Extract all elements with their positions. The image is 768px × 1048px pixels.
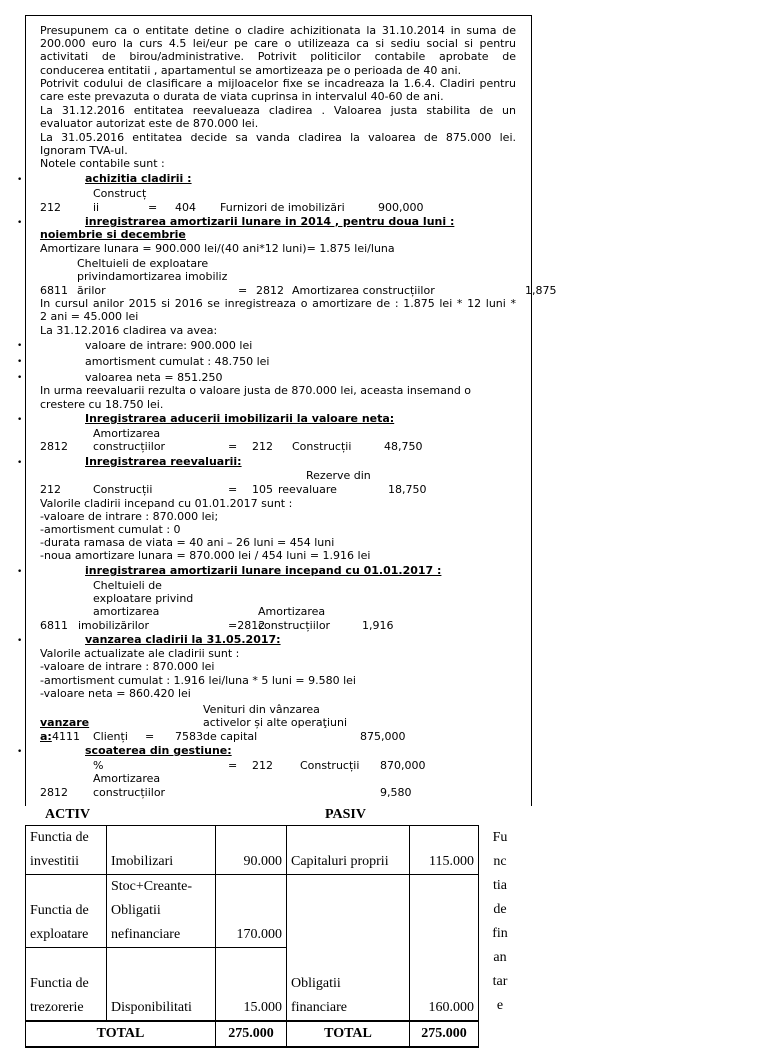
entry-debit-account: 6811 bbox=[40, 619, 68, 632]
entry-equals: = bbox=[145, 730, 155, 743]
text-line: -noua amortizare lunara = 870.000 lei / 454 luni = 1.916 lei bbox=[40, 549, 371, 562]
section-heading: achizitia cladirii : bbox=[85, 172, 192, 185]
bullet-icon: • bbox=[17, 357, 23, 367]
entry-equals: = bbox=[148, 201, 158, 214]
pasiv-heading: PASIV bbox=[325, 807, 366, 822]
entry-debit-label: % bbox=[93, 759, 104, 772]
entry-credit-label: Amortizarea bbox=[258, 605, 326, 618]
entry-credit-label: Amortizarea construcțiilor bbox=[292, 284, 435, 297]
entry-label: a: bbox=[40, 730, 52, 743]
text-line: In cursul anilor 2015 si 2016 se inregistreaza o amortizare de : 1.875 lei * 12 luni * bbox=[40, 297, 516, 310]
entry-debit-account: 2812 bbox=[40, 786, 68, 799]
section-heading: Inregistrarea reevaluarii: bbox=[85, 455, 242, 468]
entry-debit-label: ărilor bbox=[77, 284, 106, 297]
entry-equals: = bbox=[228, 759, 238, 772]
entry-debit-label: ii bbox=[93, 201, 100, 214]
table-cell: Functia de trezorerie bbox=[26, 948, 107, 1022]
text-line: Valorile cladirii incepand cu 01.01.2017 sunt : bbox=[40, 497, 293, 510]
entry-debit-label: Cheltuieli de exploatare bbox=[77, 257, 209, 270]
entry-amount: 875,000 bbox=[360, 730, 406, 743]
bullet-icon: • bbox=[17, 747, 23, 757]
intro-line: Potrivit codului de clasificare a mijloacelor fixe se incadreaza la 1.6.4. Cladiri pentru bbox=[40, 77, 516, 90]
intro-line: care este prevazuta o durata de viata cuprinsa in intervalul 40-60 de ani. bbox=[40, 90, 444, 103]
entry-credit-label: Construcții bbox=[292, 440, 352, 453]
text-line: -valoare de intrare : 870.000 lei; bbox=[40, 510, 219, 523]
text-line: -valoare de intrare : 870.000 lei bbox=[40, 660, 215, 673]
bullet-icon: • bbox=[17, 415, 23, 425]
entry-amount: 870,000 bbox=[380, 759, 426, 772]
table-cell: 275.000 bbox=[216, 1021, 287, 1047]
text-line: In urma reevaluarii rezulta o valoare justa de 870.000 lei, aceasta insemand o bbox=[40, 384, 472, 397]
entry-credit-label: Construcții bbox=[300, 759, 360, 772]
bullet-icon: • bbox=[17, 636, 23, 646]
table-cell: 170.000 bbox=[216, 875, 287, 948]
table-cell: Functia de investitii bbox=[26, 826, 107, 875]
entry-credit-label: activelor și alte operaţiuni bbox=[203, 716, 348, 729]
text-line: 2 ani = 45.000 lei bbox=[40, 310, 139, 323]
bullet-icon: • bbox=[17, 567, 23, 577]
table-cell: Imobilizari bbox=[107, 826, 216, 875]
section-heading: scoaterea din gestiune: bbox=[85, 744, 232, 757]
bullet-icon: • bbox=[17, 218, 23, 228]
entry-debit-label: Construcții bbox=[93, 483, 153, 496]
entry-debit-account: 2812 bbox=[40, 440, 68, 453]
entry-amount: 48,750 bbox=[384, 440, 423, 453]
intro-line: 200.000 euro la curs 4.5 lei/eur pe care o utilizeaza ca si sediu social si pentru bbox=[40, 37, 516, 50]
entry-credit-account: 2812 bbox=[256, 284, 284, 297]
text-line: -amortisment cumulat : 0 bbox=[40, 523, 181, 536]
table-cell: 115.000 bbox=[410, 826, 479, 875]
table-cell: 275.000 bbox=[410, 1021, 479, 1047]
table-row bbox=[26, 1021, 479, 1047]
entry-debit-account: 4111 bbox=[52, 730, 80, 743]
intro-line: Ignoram TVA-ul. bbox=[40, 144, 128, 157]
table-cell: TOTAL bbox=[26, 1021, 216, 1047]
entry-debit-label: construcțiilor bbox=[93, 786, 166, 799]
text-line: -durata ramasa de viata = 40 ani – 26 luni = 454 luni bbox=[40, 536, 335, 549]
entry-amount: 900,000 bbox=[378, 201, 424, 214]
entry-debit-label: amortizarea bbox=[93, 605, 160, 618]
table-row bbox=[26, 875, 479, 948]
table-cell: Stoc+Creante- Obligatii nefinanciare bbox=[107, 875, 216, 948]
table-cell: 90.000 bbox=[216, 826, 287, 875]
table-cell: 160.000 bbox=[410, 875, 479, 1022]
table-cell: Obligatii financiare bbox=[287, 875, 410, 1022]
entry-equals: = bbox=[228, 483, 238, 496]
entry-amount: 18,750 bbox=[388, 483, 427, 496]
entry-amount: 1,875 bbox=[525, 284, 557, 297]
intro-line: evaluator autorizat este de 870.000 lei. bbox=[40, 117, 259, 130]
entry-credit-account: 212 bbox=[252, 440, 273, 453]
list-item: valoare de intrare: 900.000 lei bbox=[85, 339, 253, 352]
intro-line: conducerea entitatii , apartamentul se amortizeaza pe o perioada de 40 ani. bbox=[40, 64, 462, 77]
side-label: Fu nc tia de fin an tar e bbox=[492, 830, 508, 1013]
text-line: -valoare neta = 860.420 lei bbox=[40, 687, 191, 700]
intro-line: activitati de birou/administrative. Potrivit politicilor contabile aprobate de bbox=[40, 50, 516, 63]
bullet-icon: • bbox=[17, 458, 23, 468]
table-row bbox=[26, 826, 479, 875]
balance-table bbox=[25, 825, 479, 1048]
section-heading: Inregistrarea aducerii imobilizarii la valoare neta: bbox=[85, 412, 395, 425]
intro-line: Presupunem ca o entitate detine o cladire achizitionata la 31.10.2014 in suma de bbox=[40, 24, 516, 37]
entry-equals: = bbox=[228, 440, 238, 453]
text-line: crestere cu 18.750 lei. bbox=[40, 398, 164, 411]
entry-amount: 1,916 bbox=[362, 619, 394, 632]
intro-line: Notele contabile sunt : bbox=[40, 157, 165, 170]
section-heading: vanzarea cladirii la 31.05.2017: bbox=[85, 633, 281, 646]
table-cell: 15.000 bbox=[216, 948, 287, 1022]
activ-heading: ACTIV bbox=[45, 807, 91, 822]
entry-debit-label: Cheltuieli de bbox=[93, 579, 162, 592]
entry-debit-label: Amortizarea bbox=[93, 772, 161, 785]
table-cell: Disponibilitati bbox=[107, 948, 216, 1022]
entry-debit-label: exploatare privind bbox=[93, 592, 194, 605]
entry-amount: 9,580 bbox=[380, 786, 412, 799]
text-line: Valorile actualizate ale cladirii sunt : bbox=[40, 647, 240, 660]
entry-debit-label: construcțiilor bbox=[93, 440, 166, 453]
section-heading: noiembrie si decembrie bbox=[40, 228, 186, 241]
entry-credit-account: 212 bbox=[252, 759, 273, 772]
table-cell: TOTAL bbox=[287, 1021, 410, 1047]
entry-credit-account: 7583 bbox=[175, 730, 203, 743]
entry-debit-label: privindamortizarea imobiliz bbox=[77, 270, 228, 283]
table-cell: Capitaluri proprii bbox=[287, 826, 410, 875]
bullet-icon: • bbox=[17, 373, 23, 383]
entry-credit-label: Rezerve din bbox=[306, 469, 371, 482]
entry-debit-label: Amortizarea bbox=[93, 427, 161, 440]
section-heading: inregistrarea amortizarii lunare incepand cu 01.01.2017 : bbox=[85, 564, 442, 577]
entry-credit-label: reevaluare bbox=[278, 483, 337, 496]
entry-credit-label: Furnizori de imobilizări bbox=[220, 201, 345, 214]
text-line: Amortizare lunara = 900.000 lei/(40 ani*12 luni)= 1.875 lei/luna bbox=[40, 242, 395, 255]
entry-credit-label: Venituri din vânzarea bbox=[203, 703, 320, 716]
entry-debit-account: 212 bbox=[40, 201, 61, 214]
bullet-icon: • bbox=[17, 175, 23, 185]
list-item: valoarea neta = 851.250 bbox=[85, 371, 223, 384]
section-heading: inregistrarea amortizarii lunare in 2014 , pentru doua luni : bbox=[85, 215, 455, 228]
entry-label: vanzare bbox=[40, 716, 90, 729]
entry-credit-account: 105 bbox=[252, 483, 273, 496]
entry-credit-label: construcțiilor bbox=[258, 619, 331, 632]
entry-debit-label: imobilizărilor bbox=[78, 619, 150, 632]
intro-line: La 31.05.2016 entitatea decide sa vanda cladirea la valoarea de 875.000 lei. bbox=[40, 131, 516, 144]
entry-debit-account: 212 bbox=[40, 483, 61, 496]
entry-debit-label: Construcț bbox=[93, 187, 147, 200]
table-cell: Functia de exploatare bbox=[26, 875, 107, 948]
entry-debit-account: 6811 bbox=[40, 284, 68, 297]
entry-equals: =2812 bbox=[228, 619, 266, 632]
text-line: La 31.12.2016 cladirea va avea: bbox=[40, 324, 218, 337]
bullet-icon: • bbox=[17, 341, 23, 351]
entry-credit-label: de capital bbox=[203, 730, 258, 743]
entry-equals: = bbox=[238, 284, 248, 297]
entry-credit-account: 404 bbox=[175, 201, 196, 214]
entry-debit-label: Clienți bbox=[93, 730, 128, 743]
intro-line: La 31.12.2016 entitatea reevalueaza cladirea . Valoarea justa stabilita de un bbox=[40, 104, 516, 117]
text-line: -amortisment cumulat : 1.916 lei/luna * 5 luni = 9.580 lei bbox=[40, 674, 356, 687]
list-item: amortisment cumulat : 48.750 lei bbox=[85, 355, 270, 368]
